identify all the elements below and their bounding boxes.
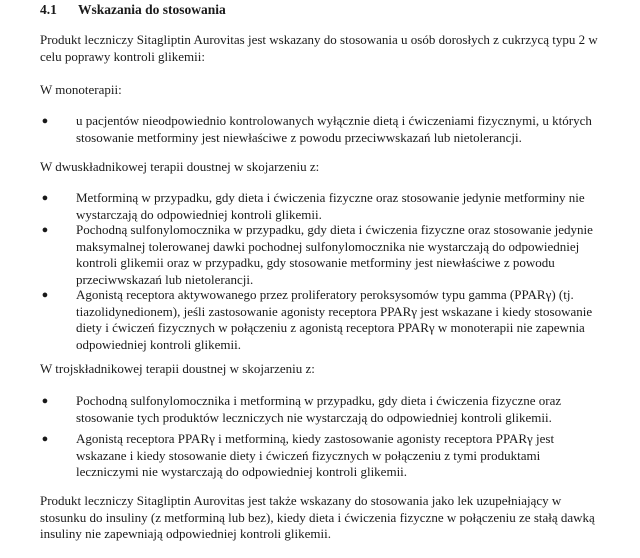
list-item-text: Metforminą w przypadku, gdy dieta i ćwiczenia fizyczne oraz stosowanie jedynie metforminy nie wystarczają do odpowiedniej kontroli glikemii. (76, 190, 585, 222)
triple-therapy-label: W trojskładnikowej terapii doustnej w skojarzeniu z: (40, 361, 315, 376)
bullet-icon: ● (41, 192, 49, 204)
bullet-icon: ● (41, 224, 49, 236)
list-item-text: Pochodną sulfonylomocznika w przypadku, gdy dieta i ćwiczenia fizyczne oraz stosowanie jedynie maksymalnej tolerowanej dawki pochodnej sulfonylomocznika nie wystarczają do odpowiedniej kontroli glikemii oraz w przypadku, gdy stosowanie metforminy jest niewłaściwe z powodu przeciwwskazań lub nietolerancji. (76, 222, 593, 287)
list-item-text: Agonistą receptora PPARγ i metforminą, kiedy zastosowanie agonisty receptora PPARγ jest wskazane i kiedy stosowanie diety i ćwiczeń fizycznych w połączeniu z tymi produktami leczniczymi nie wystarczają do odpowiedniej kontroli glikemii. (76, 431, 555, 479)
list-item-text: u pacjentów nieodpowiednio kontrolowanych wyłącznie dietą i ćwiczeniami fizycznymi, u których stosowanie metforminy jest niewłaściwe z powodu przeciwwskazań lub nietolerancji. (76, 113, 592, 145)
list-item-text: Pochodną sulfonylomocznika i metforminą w przypadku, gdy dieta i ćwiczenia fizyczne oraz stosowanie tych produktów leczniczych nie wystarczają do odpowiedniej kontroli glikemii. (76, 393, 562, 425)
section-number: 4.1 (40, 2, 57, 17)
bullet-icon: ● (41, 115, 49, 127)
bullet-icon: ● (41, 433, 49, 445)
list-item-text: Agonistą receptora aktywowanego przez proliferatory peroksysomów typu gamma (PPARγ) (tj. tiazolidynedionem), jeśli zastosowanie agonisty receptora PPARγ jest wskazane i kiedy stosowanie diety i ćwiczeń fizycznych w połączeniu z agonistą receptora PPARγ w monoterapii nie zapewnia odpowiedniej kontroli glikemii. (76, 287, 593, 352)
section-heading (40, 2, 226, 19)
monotherapy-label: W monoterapii: (40, 82, 122, 97)
bullet-icon: ● (41, 289, 49, 301)
bullet-icon: ● (41, 395, 49, 407)
intro-paragraph: Produkt leczniczy Sitagliptin Aurovitas jest wskazany do stosowania u osób dorosłych z cukrzycą typu 2 w celu poprawy kontroli glikemii: (40, 32, 598, 64)
closing-paragraph: Produkt leczniczy Sitagliptin Aurovitas jest także wskazany do stosowania jako lek uzupełniający w stosunku do insuliny (z metforminą lub bez), kiedy dieta i ćwiczenia fizyczne w połączeniu ze stałą dawką insuliny nie zapewniają odpowiedniej kontroli glikemii. (40, 493, 595, 541)
section-title: Wskazania do stosowania (78, 2, 226, 17)
dual-therapy-label: W dwuskładnikowej terapii doustnej w skojarzeniu z: (40, 159, 320, 174)
